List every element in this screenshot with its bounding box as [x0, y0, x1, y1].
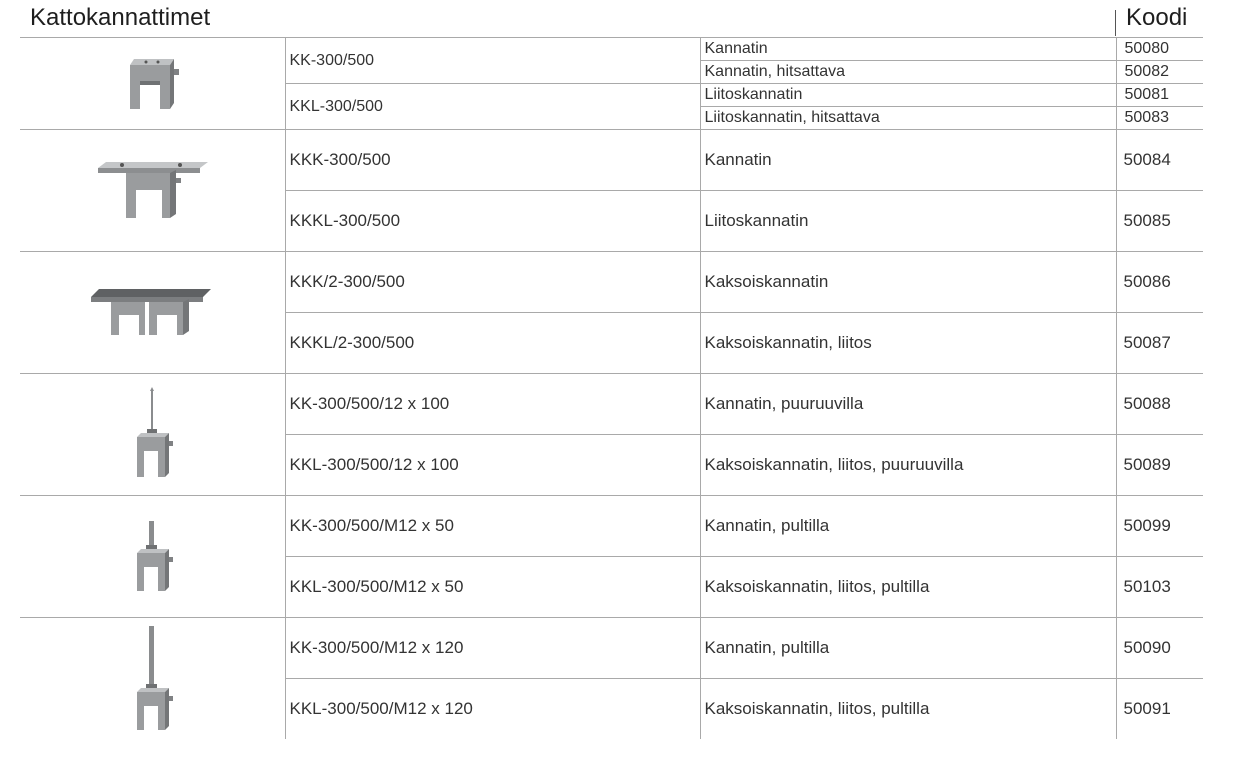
- description-cell: Kaksoiskannatin, liitos: [700, 313, 1116, 374]
- code-cell: 50080: [1116, 38, 1203, 61]
- description-cell: Kannatin: [700, 38, 1116, 61]
- model-cell: KKL-300/500/12 x 100: [285, 435, 700, 496]
- description-cell: Kaksoiskannatin, liitos, pultilla: [700, 679, 1116, 740]
- code-cell: 50089: [1116, 435, 1203, 496]
- model-cell: KKK-300/500: [285, 130, 700, 191]
- description-cell: Kannatin, puuruuvilla: [700, 374, 1116, 435]
- code-cell: 50103: [1116, 557, 1203, 618]
- table-row: [20, 618, 1203, 679]
- header-separator: [1115, 10, 1116, 36]
- description-cell: Kaksoiskannatin: [700, 252, 1116, 313]
- description-cell: Kannatin, pultilla: [700, 618, 1116, 679]
- code-cell: 50084: [1116, 130, 1203, 191]
- product-image-cell: [20, 252, 285, 374]
- long-bolt-bracket-icon: [127, 624, 177, 734]
- description-cell: Kaksoiskannatin, liitos, pultilla: [700, 557, 1116, 618]
- wood-screw-bracket-icon: [127, 387, 177, 483]
- table-row: [20, 496, 1203, 557]
- plate-bracket-icon: [92, 156, 212, 226]
- model-cell: KKL-300/500/M12 x 120: [285, 679, 700, 740]
- code-cell: 50083: [1116, 107, 1203, 130]
- catalog-title: Kattokannattimet: [30, 4, 211, 31]
- description-cell: Kannatin: [700, 130, 1116, 191]
- code-cell: 50082: [1116, 61, 1203, 84]
- description-cell: Liitoskannatin: [700, 84, 1116, 107]
- model-cell: KK-300/500/M12 x 50: [285, 496, 700, 557]
- double-bracket-icon: [87, 283, 217, 343]
- model-cell: KKL-300/500/M12 x 50: [285, 557, 700, 618]
- code-cell: 50085: [1116, 191, 1203, 252]
- table-row: [20, 130, 1203, 191]
- model-cell: KKK/2-300/500: [285, 252, 700, 313]
- model-cell: KKKL-300/500: [285, 191, 700, 252]
- product-image-cell: [20, 374, 285, 496]
- code-cell: 50087: [1116, 313, 1203, 374]
- code-column-header: Koodi: [1126, 4, 1188, 31]
- code-cell: 50081: [1116, 84, 1203, 107]
- table-row: [20, 38, 1203, 61]
- description-cell: Kannatin, hitsattava: [700, 61, 1116, 84]
- description-cell: Kaksoiskannatin, liitos, puuruuvilla: [700, 435, 1116, 496]
- code-cell: 50091: [1116, 679, 1203, 740]
- short-bolt-bracket-icon: [127, 519, 177, 595]
- code-cell: 50086: [1116, 252, 1203, 313]
- product-image-cell: [20, 130, 285, 252]
- code-cell: 50099: [1116, 496, 1203, 557]
- code-cell: 50090: [1116, 618, 1203, 679]
- product-table: [20, 37, 1203, 739]
- table-row: [20, 252, 1203, 313]
- bracket-icon: [122, 51, 182, 117]
- product-image-cell: [20, 38, 285, 130]
- model-cell: KK-300/500/12 x 100: [285, 374, 700, 435]
- model-cell: KKKL/2-300/500: [285, 313, 700, 374]
- description-cell: Liitoskannatin, hitsattava: [700, 107, 1116, 130]
- product-image-cell: [20, 496, 285, 618]
- model-cell: KK-300/500: [285, 38, 700, 84]
- table-row: [20, 374, 1203, 435]
- product-image-cell: [20, 618, 285, 740]
- code-cell: 50088: [1116, 374, 1203, 435]
- model-cell: KK-300/500/M12 x 120: [285, 618, 700, 679]
- description-cell: Liitoskannatin: [700, 191, 1116, 252]
- description-cell: Kannatin, pultilla: [700, 496, 1116, 557]
- model-cell: KKL-300/500: [285, 84, 700, 130]
